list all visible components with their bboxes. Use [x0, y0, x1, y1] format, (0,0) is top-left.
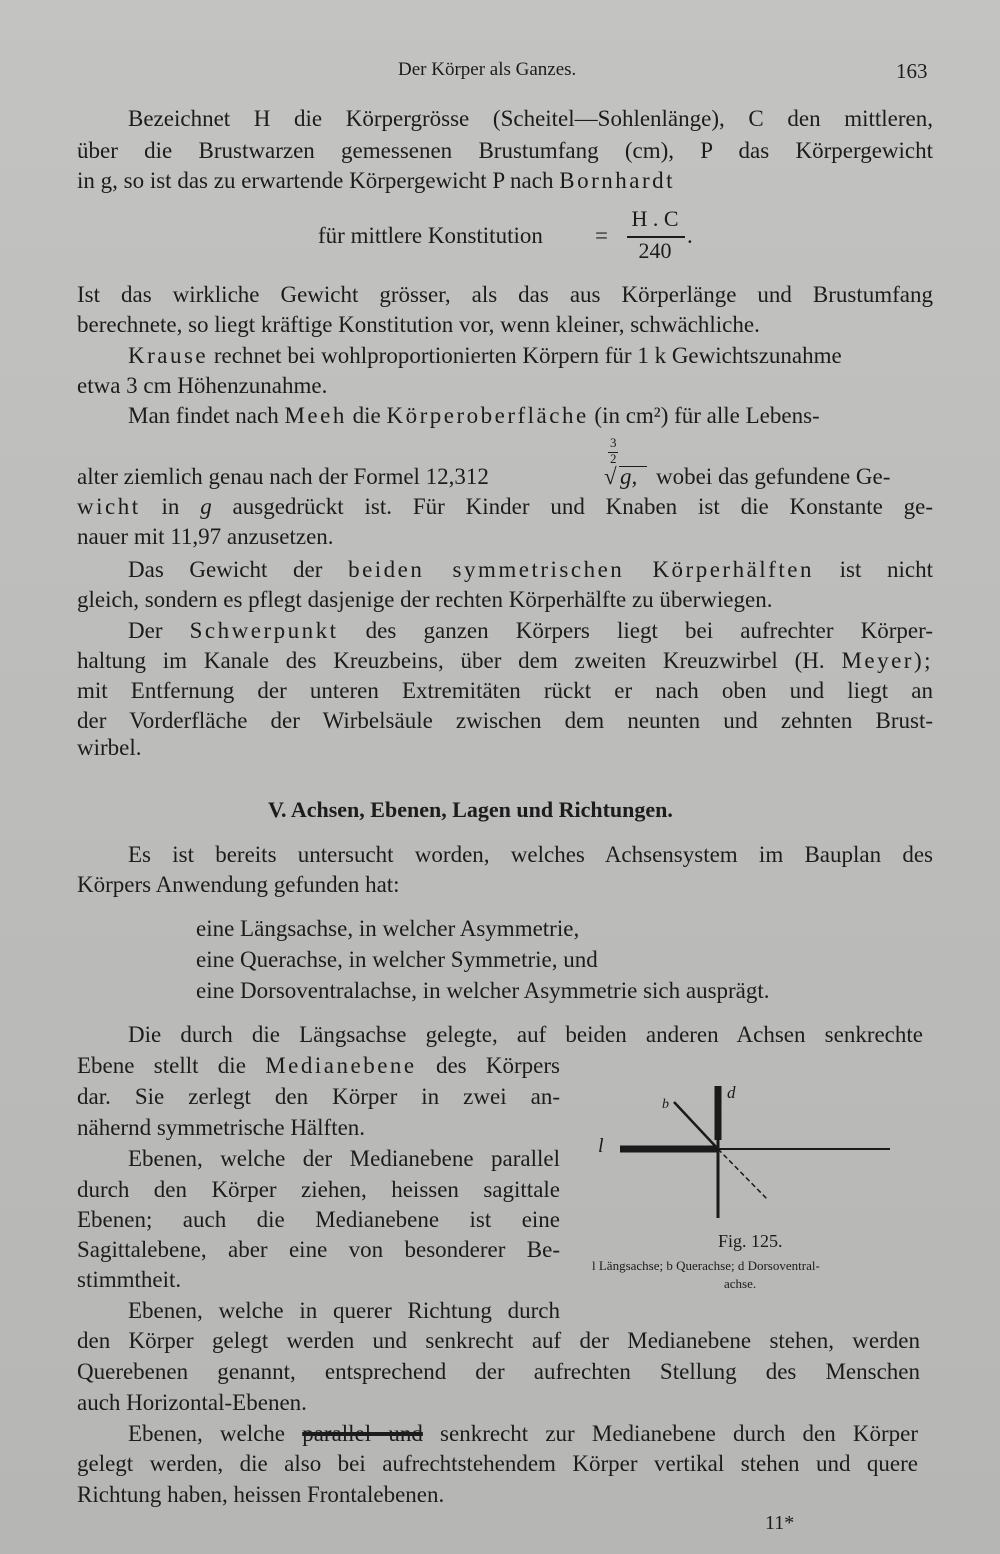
formula-label: für mittlere Konstitution: [318, 223, 543, 248]
text-line: den Körper gelegt werden und senkrecht auf der Medianebene stehen, werden: [77, 1328, 920, 1353]
formula-numerator: H . C: [631, 206, 679, 231]
text-line: Ebene stellt die Medianebene des Körpers: [77, 1053, 560, 1078]
text-line: Bezeichnet H die Körpergrösse (Scheitel—Sohlenlänge), C den mittleren,: [128, 106, 933, 131]
text-line: Man findet nach Meeh die Körperoberfläche (in cm²) für alle Lebens-: [128, 403, 820, 428]
text-line: haltung im Kanale des Kreuzbeins, über dem zweiten Kreuzwirbel (H. Meyer);: [77, 648, 934, 673]
text-line: wirbel.: [77, 735, 142, 760]
text-line: Körpers Anwendung gefunden hat:: [77, 872, 400, 897]
formula-equals: =: [595, 223, 608, 248]
root-index-den: 2: [610, 451, 617, 466]
text-line: Richtung haben, heissen Frontalebenen.: [77, 1482, 445, 1507]
text-line: in g, so ist das zu erwartende Körpergewicht P nach Bornhardt: [77, 168, 675, 193]
text-line: gelegt werden, die also bei aufrechtstehendem Körper vertikal stehen und quere: [77, 1451, 918, 1476]
page-number: 163: [896, 59, 928, 83]
root-index-num: 3: [610, 435, 617, 450]
text-line: stimmtheit.: [77, 1267, 182, 1292]
root-argument: g,: [620, 464, 638, 489]
text-line: Ebenen, welche parallel und senkrecht zur Medianebene durch den Körper: [128, 1421, 919, 1446]
text-line: auch Horizontal-Ebenen.: [77, 1390, 307, 1415]
author-name: Bornhardt: [559, 168, 675, 193]
label-l: l: [598, 1135, 604, 1157]
transverse-axis-line: [674, 1102, 718, 1149]
text-line: Sagittalebene, aber eine von besonderer Be-: [77, 1237, 560, 1262]
text-line: Das Gewicht der beiden symmetrischen Körperhälften ist nicht: [128, 557, 934, 582]
text-line: Der Schwerpunkt des ganzen Körpers liegt bei aufrechter Körper-: [128, 618, 933, 643]
text-line: Ebenen, welche in querer Richtung durch: [128, 1298, 560, 1323]
text-line: Die durch die Längsachse gelegte, auf beiden anderen Achsen senkrechte: [128, 1022, 923, 1047]
figure-caption: l Längsachse; b Querachse; d Dorsoventral-: [592, 1258, 820, 1273]
text-line: mit Entfernung der unteren Extremitäten rückt er nach oben und liegt an: [77, 678, 933, 703]
running-header: Der Körper als Ganzes.: [398, 59, 577, 80]
text-line: wicht in g ausgedrückt ist. Für Kinder und Knaben ist die Konstante ge-: [77, 494, 933, 519]
text-line: dar. Sie zerlegt den Körper in zwei an-: [77, 1084, 560, 1109]
formula-period: .: [687, 223, 693, 248]
text-line: wobei das gefundene Ge-: [656, 464, 891, 489]
transverse-axis-dashed: [718, 1149, 768, 1200]
text-line: nauer mit 11,97 anzusetzen.: [77, 524, 334, 549]
author-name: Meeh: [284, 403, 347, 428]
list-item: eine Querachse, in welcher Symmetrie, und: [196, 947, 598, 972]
label-b: b: [662, 1097, 669, 1112]
text-line: Krause rechnet bei wohlproportionierten Körpern für 1 k Gewichtszunahme: [128, 343, 842, 368]
list-item: eine Längsachse, in welcher Asymmetrie,: [196, 916, 580, 941]
text-line: alter ziemlich genau nach der Formel 12,312: [77, 464, 489, 489]
text-line: nähernd symmetrische Hälften.: [77, 1115, 366, 1140]
signature-mark: 11*: [765, 1512, 795, 1534]
label-d: d: [727, 1083, 736, 1102]
text-line: Ist das wirkliche Gewicht grösser, als das aus Körperlänge und Brustumfang: [77, 282, 933, 307]
emphasis: Schwerpunkt: [189, 618, 339, 643]
term-medianebene: Medianebene: [265, 1053, 417, 1078]
emphasis: beiden symmetrischen Körperhälften: [348, 557, 814, 582]
text-line: berechnete, so liegt kräftige Konstitution vor, wenn kleiner, schwächliche.: [77, 312, 760, 337]
text-line: gleich, sondern es pflegt dasjenige der rechten Körperhälfte zu überwiegen.: [77, 587, 773, 612]
root-sign: √: [604, 464, 617, 489]
text-line: über die Brustwarzen gemessenen Brustumfang (cm), P das Körpergewicht: [77, 138, 933, 163]
text-line: Es ist bereits untersucht worden, welches Achsensystem im Bauplan des: [128, 842, 933, 867]
axes-figure: [590, 1080, 910, 1220]
text-line: Querebenen genannt, entsprechend der aufrechten Stellung des Menschen: [77, 1359, 920, 1384]
text-line: etwa 3 cm Höhenzunahme.: [77, 373, 328, 398]
text-line: Ebenen, welche der Medianebene parallel: [128, 1146, 560, 1171]
text-line: der Vorderfläche der Wirbelsäule zwischen dem neunten und zehnten Brust-: [77, 708, 933, 733]
text-line: durch den Körper ziehen, heissen sagittale: [77, 1177, 560, 1202]
list-item: eine Dorsoventralachse, in welcher Asymmetrie sich ausprägt.: [196, 978, 770, 1003]
author-name: Meyer);: [841, 648, 934, 673]
text-line: Ebenen; auch die Medianebene ist eine: [77, 1207, 560, 1232]
formula-denominator: 240: [638, 238, 672, 263]
emphasis: Körperoberfläche: [386, 403, 589, 428]
figure-caption: achse.: [724, 1276, 757, 1291]
struck-text: parallel und: [302, 1421, 423, 1446]
figure-title: Fig. 125.: [718, 1231, 783, 1251]
section-heading: V. Achsen, Ebenen, Lagen und Richtungen.: [268, 797, 673, 822]
author-name: Krause: [128, 343, 209, 368]
